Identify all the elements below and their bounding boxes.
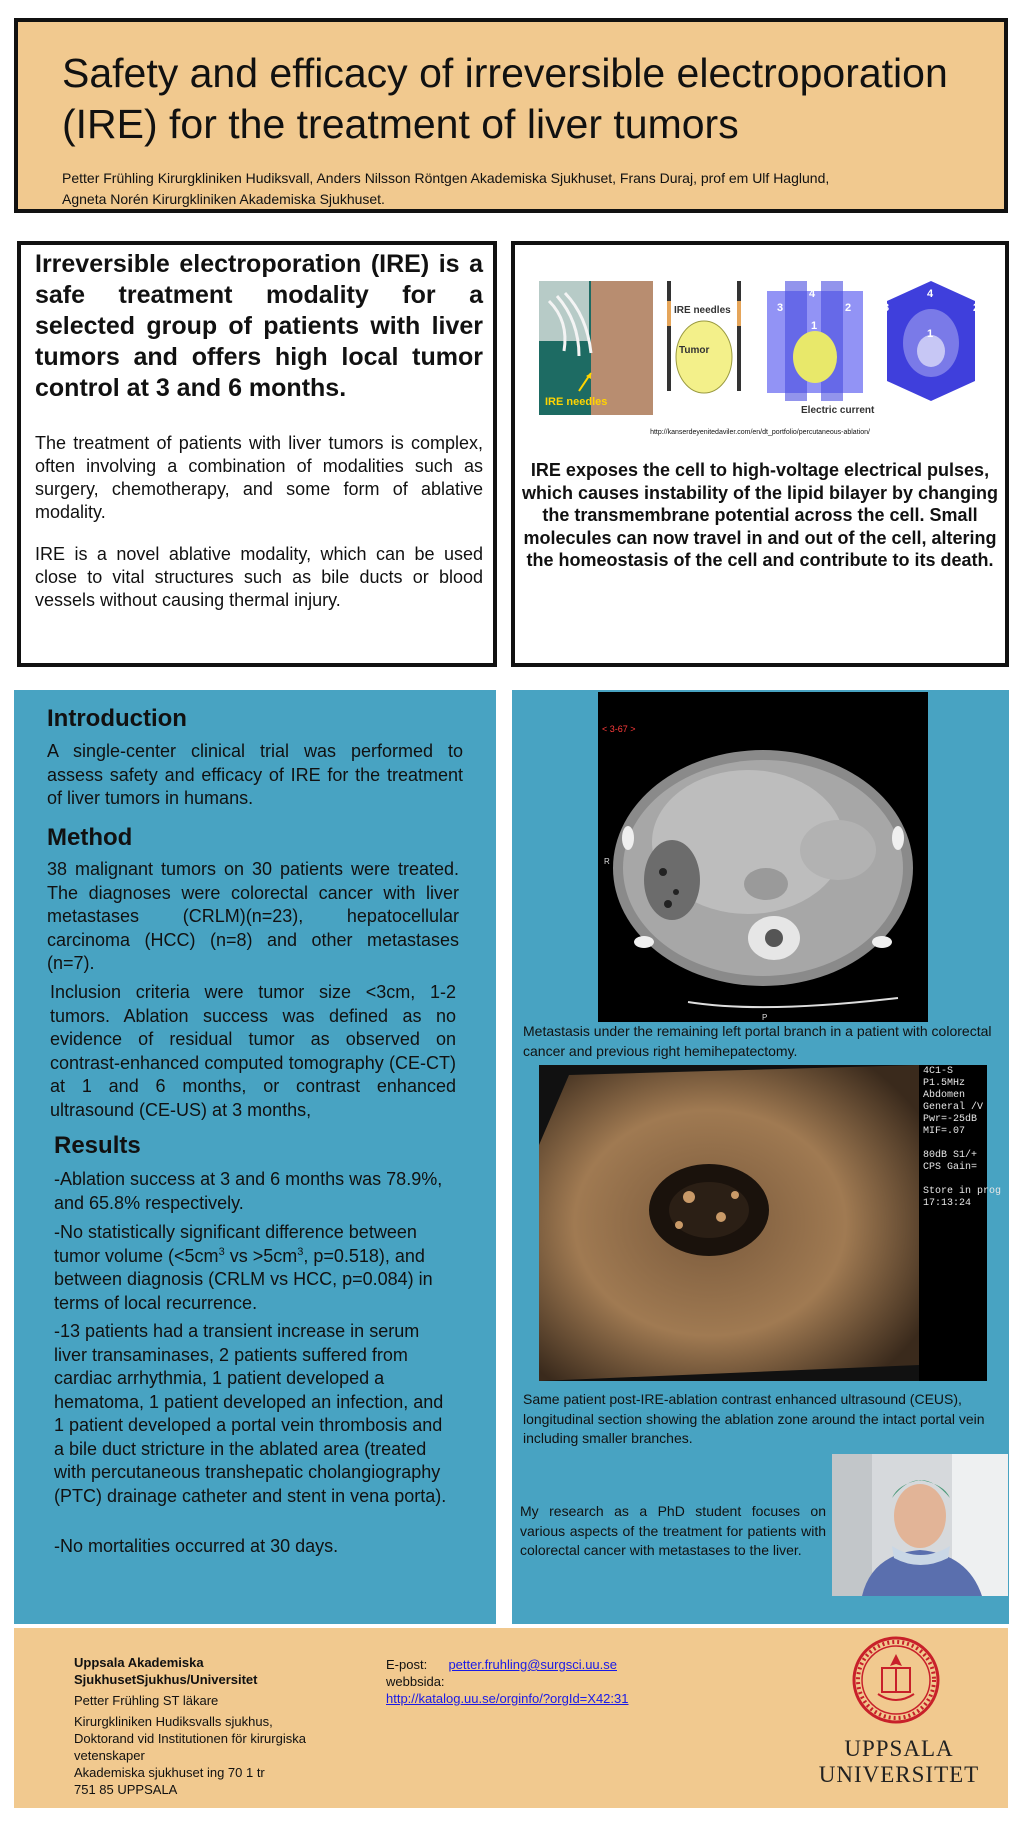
authors-line-1: Petter Frühling Kirurgkliniken Hudiksvall, Anders Nilsson Röntgen Akademiska Sjukhuset, Frans Duraj, prof em Ulf Haglund, — [62, 170, 830, 186]
university-seal-icon — [852, 1636, 940, 1724]
ire-mechanism-text: IRE exposes the cell to high-voltage electrical pulses, which causes instability of the lipid bilayer by changing the transmembrane potential across the cell. Small molecules can now travel in and out of the cell, altering the homeostasis of the cell and contribute to its death. — [521, 460, 999, 571]
method-text-1: 38 malignant tumors on 30 patients were treated. The diagnoses were colorectal cancer with liver metastases (CRLM)(n=23), hepatocellular carcinoma (HCC) (n=8) and other metastases (n=7). — [47, 859, 459, 973]
summary-lead: Irreversible electroporation (IRE) is a safe treatment modality for a selected group of patients with liver tumors and offers high local tumor control at 3 and 6 months. — [35, 250, 483, 402]
organization: Uppsala Akademiska SjukhusetSjukhus/Universitet — [74, 1655, 258, 1687]
results-item-1: -Ablation success at 3 and 6 months was 78.9%, and 65.8% respectively. — [54, 1169, 443, 1213]
email-link[interactable]: petter.fruhling@surgsci.uu.se — [448, 1657, 617, 1672]
ablation-zone-diagram — [873, 281, 989, 401]
zone-number-2: 2 — [973, 302, 980, 314]
ct-scan-image — [598, 692, 928, 1022]
affiliation-3: vetenskaper — [74, 1748, 145, 1763]
contact-footer — [14, 1628, 1008, 1808]
needle-tumor-diagram — [657, 281, 761, 415]
method-text-2: Inclusion criteria were tumor size <3cm, 1-2 tumors. Ablation success was defined as no evidence of residual tumor as observed on contrast-enhanced computed tomography (CE-CT) at 1 and 6 months, or contrast enhanced ultrasound (CE-US) at 3 months, — [50, 982, 456, 1120]
results-item-4: -No mortalities occurred at 30 days. — [54, 1536, 339, 1556]
results-heading: Results — [54, 1132, 141, 1159]
imaging-panel — [512, 690, 1009, 1624]
needle-number-4: 4 — [809, 288, 816, 300]
ultrasound-graphic — [539, 1065, 1002, 1381]
ire-mechanism-box — [511, 241, 1009, 667]
figure-source-url: http://kanserdeyenitedaviler.com/en/dt_portfolio/percutaneous-ablation/ — [650, 429, 870, 436]
ct-scan-graphic — [598, 692, 928, 1022]
website-link[interactable]: http://katalog.uu.se/orginfo/?orgId=X42:31 — [386, 1691, 629, 1706]
electric-current-label: Electric current — [801, 405, 875, 416]
contact-name: Petter Frühling ST läkare — [74, 1693, 219, 1708]
author-research-note: My research as a PhD student focuses on various aspects of the treatment for patients with colorectal cancer with metastases to the liver. — [520, 1503, 826, 1558]
author-photo — [832, 1454, 1008, 1596]
address-2: 751 85 UPPSALA — [74, 1782, 178, 1797]
summary-paragraph-1: The treatment of patients with liver tumors is complex, often involving a combination of modalities such as surgery, chemotherapy, and some form of ablative modality. — [35, 433, 483, 522]
ct-slice-label: < 3-67 > — [602, 724, 636, 734]
authors-line-2: Agneta Norén Kirurgkliniken Akademiska Sjukhuset. — [62, 191, 385, 207]
needle-number-1: 1 — [811, 320, 818, 332]
affiliation-1: Kirurgkliniken Hudiksvalls sjukhus, — [74, 1714, 273, 1729]
tumor-label: Tumor — [679, 345, 710, 356]
introduction-text: A single-center clinical trial was performed to assess safety and efficacy of IRE for the treatment of liver tumors in humans. — [47, 741, 463, 808]
zone-number-3: 3 — [883, 302, 890, 314]
ct-posterior-marker: P — [762, 1013, 768, 1022]
needle-number-3: 3 — [777, 302, 784, 314]
email-row — [386, 1656, 617, 1673]
ct-caption: Metastasis under the remaining left portal branch in a patient with colorectal cancer and previous right hemihepatectomy. — [523, 1023, 992, 1059]
zone-number-4: 4 — [927, 288, 934, 300]
ultrasound-image — [539, 1065, 1002, 1381]
website-label: webbsida: — [386, 1674, 445, 1689]
ire-needles-photo-label: IRE needles — [545, 396, 608, 408]
summary-box — [17, 241, 497, 667]
ultrasound-settings: 4C1-S P1.5MHz Abdomen General /V Pwr=-25dB MIF=.07 80dB S1/+ CPS Gain= Store in prog 17:13:24 — [923, 1066, 1002, 1209]
summary-paragraph-2: IRE is a novel ablative modality, which can be used close to vital structures such as bile ducts or blood vessels without causing thermal injury. — [35, 544, 483, 610]
ire-needles-label: IRE needles — [674, 305, 731, 316]
author-portrait — [832, 1454, 1008, 1596]
results-item-3: -13 patients had a transient increase in serum liver transaminases, 2 patients suffered from cardiac arrhythmia, 1 patient developed a hematoma, 1 patient developed an infection, and 1 patient developed a portal vein thrombosis and a bile duct stricture in the ablated area (treated with percutaneous transhepatic cholangiography (PTC) drainage catheter and stent in vena porta). — [54, 1321, 447, 1506]
ire-procedure-photo — [539, 281, 653, 415]
introduction-heading: Introduction — [47, 705, 187, 732]
affiliation-2: Doktorand vid Institutionen för kirurgiska — [74, 1731, 306, 1746]
method-heading: Method — [47, 824, 133, 851]
ct-right-marker: R — [604, 857, 610, 866]
ire-needle-illustration — [539, 281, 989, 417]
needle-number-2: 2 — [845, 302, 852, 314]
poster-title: Safety and efficacy of irreversible electroporation (IRE) for the treatment of liver tumors — [62, 50, 948, 147]
ultrasound-caption: Same patient post-IRE-ablation contrast enhanced ultrasound (CEUS), longitudinal section showing the ablation zone around the intact portal vein including smaller branches. — [523, 1391, 985, 1446]
author-list — [62, 168, 962, 210]
address-1: Akademiska sjukhuset ing 70 1 tr — [74, 1765, 265, 1780]
electric-field-diagram — [767, 281, 875, 416]
university-wordmark: UPPSALA UNIVERSITET — [818, 1736, 980, 1787]
study-panel — [14, 690, 496, 1624]
results-item-2: -No statistically significant difference between tumor volume ($<5cm^3$ vs $>5cm^3$, p=0.518), and between diagnosis (CRLM vs HCC, p=0.084) in terms of local recurrence. — [54, 1222, 433, 1313]
zone-number-1: 1 — [927, 328, 934, 340]
title-banner — [14, 18, 1008, 213]
email-label: E-post: — [386, 1657, 428, 1672]
